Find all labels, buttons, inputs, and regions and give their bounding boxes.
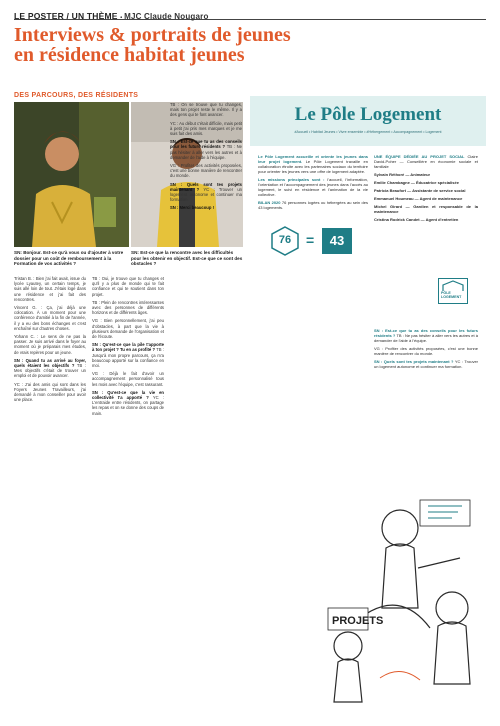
panel-column-left xyxy=(258,154,368,213)
interview-column-1 xyxy=(14,276,86,405)
paragraph: Emmanuel Houmeau — Agent de maintenance xyxy=(374,196,463,201)
panel-column-interview xyxy=(374,328,478,372)
paragraph: VG : Bien personnellement, j'ai peu d'obstacles, à part que la vie à plusieurs demande de l'organisation et de l'écoute. xyxy=(92,318,164,340)
paragraph: UNE ÉQUIPE DÉDIÉE AU PROJET SOCIAL Claire David-Poher — Conseillère en économie sociale et familiale xyxy=(374,154,478,169)
paragraph: YC : Au début c'était difficile, mais petit à petit j'ai pris mes marques et je me suis fait des amis. xyxy=(170,120,242,137)
paragraph: SN : Est-ce que tu as des conseils pour les futurs résidents ? TB : Ne pas hésiter à aller vers les autres et à demander de l'aide à l'équipe. xyxy=(170,139,243,160)
photo-caption-left: SN: Bonjour. Est-ce qu'à vous ou d'ajouter à votre dossier pour un coût de remboursement à la Formation de vos activités ? xyxy=(14,250,124,267)
paragraph: SN : Quand tu as arrivé au foyer, quels étaient les objectifs ? TB : Mes objectifs c'était de trouver un emploi et de pouvoir avancer. xyxy=(14,357,86,379)
paragraph: Cristina Rodrick Candet — Agent d'entretien xyxy=(374,217,459,222)
paragraph: TB : Oui, je trouve que tu changes et qu'il y a plus de monde qui te fait confiance et qui te soutient dans ton projet. xyxy=(92,276,164,297)
paragraph: SN : Quels sont tes projets maintenant ? YC : Trouver un logement autonome et continuer ma formation. xyxy=(374,359,479,369)
paragraph: VG : Profiter des activités proposées, c'est une bonne manière de rencontrer du monde. xyxy=(170,163,242,179)
portrait-photo-left xyxy=(14,102,129,247)
paragraph: Sylvain Réthoré — Animateur xyxy=(374,172,431,177)
paragraph: YC : J'ai des amis qui sont dans les Foyers Jeunes Travailleurs, j'ai demandé à mon conseiller pour avoir une place. xyxy=(14,381,86,403)
paragraph: Les missions principales sont : l'accueil, l'information, l'orientation et l'accompagnement des jeunes dans l'accès au logement, le suivi en résidence et l'animation de la vie collective. xyxy=(258,177,368,197)
paragraph: SN : Merci beaucoup ! xyxy=(170,205,214,211)
page-title: Interviews & portraits de jeunes en résidence habitat jeunes xyxy=(14,24,291,66)
stat-logements: 43 xyxy=(322,228,352,254)
paragraph: SN : Est-ce que tu as des conseils pour les futurs résidents ? TB : Ne pas hésiter à aller vers les autres et à demander de l'aide à l'équipe. xyxy=(374,328,478,343)
paragraph: SN : Qu'est-ce que la pile t'apporte à ton projet ? Tu en as profité ? TB : Jusqu'à mon propre parcours, ça m'a beaucoup apporté sur la confiance en moi. xyxy=(92,342,164,369)
paragraph: Emilie Chambagne — Éducatrice spécialisée xyxy=(374,180,459,185)
panel-tags: #Accueil • Habitat Jeunes • Vivre ensemble • #Hébergement • Accompagnement • Logement xyxy=(294,130,442,134)
interview-column-2 xyxy=(92,276,164,419)
paragraph: Vincent G. : Ça, j'ai déjà une colocation. À un moment pour une conférence d'amitié à la fin de l'année, il y a eu des bons échanges et c'est enchaîné sur d'autres choses. xyxy=(14,305,86,331)
paragraph: Michel Girard — Gardien et responsable de la maintenance xyxy=(374,204,478,214)
paragraph: SN : Quels sont tes projets maintenant ? YC : Trouver un logement autonome et continuer ma formation. xyxy=(170,181,243,203)
photo-caption-right: SN: Est-ce que la rencontre avec les difficultés pour les obtenir en objectif. Est-ce que ce sont des obstacles ? xyxy=(131,250,243,267)
paragraph: Tristan B. : Bien j'ai fait avait, issue du lycée Lyautey, un certain temps, je suis allé loin de tout. J'étais logé dans une résidence et j'ai fait des rencontres. xyxy=(14,276,86,302)
paragraph: Le Pôle Logement accueille et oriente les jeunes dans leur projet logement. Le Pôle Logement travaille en collaboration étroite avec les partenaires sociaux du territoire pour orienter les jeunes vers une offre de logement adaptée. xyxy=(258,154,368,174)
panel-title: Le Pôle Logement xyxy=(294,104,442,125)
section-label: LE POSTER / UN THÈME • MJC Claude Nougaro xyxy=(14,11,209,21)
paragraph: Patricia Beaufort — Assistante de service social xyxy=(374,188,466,193)
stat-residents: 76 xyxy=(278,234,292,246)
paragraph: TB : Plein de rencontres intéressantes avec des personnes de différents horizons et de différents âges. xyxy=(92,299,164,316)
paragraph: VG : Profiter des activités proposées, c'est une bonne manière de rencontrer du monde. xyxy=(374,346,478,356)
interview-column-3 xyxy=(170,102,242,214)
equals-sign: = xyxy=(306,232,315,248)
paragraph: TB : On se trouve que tu changes, mais ton projet reste le même. Il y a des gens qui te font avancer. xyxy=(170,102,242,118)
panel-column-right xyxy=(374,154,478,225)
page-header xyxy=(14,6,486,20)
drawing-label: PROJETS xyxy=(332,615,384,627)
paragraph: SN : Qu'est-ce que la vie en collectivité t'a apporté ? YC : L'entraide entre résidents, on partage les repas et on se donne des coups de main. xyxy=(92,389,164,416)
hand-drawn-illustration xyxy=(320,488,488,716)
portrait-illustration-left xyxy=(14,102,129,247)
pole-logement-logo: PÔLE LOGEMENT xyxy=(438,278,468,304)
paragraph: BILAN 2020 76 personnes logées ou hébergées au sein des 43 logements. xyxy=(258,200,368,210)
paragraph: VG : Déjà le fait d'avoir un accompagnement personnalisé tous les mois avec l'équipe, c'est rassurant. xyxy=(92,371,164,387)
page-subtitle: DES PARCOURS, DES RÉSIDENTS xyxy=(14,92,139,99)
paragraph: Yohann C. : Le sens de ne pas la passer. Je suis arrivé dans le foyer au moment où je préparais mes études, de vrais repères pour un jeune. xyxy=(14,334,86,355)
